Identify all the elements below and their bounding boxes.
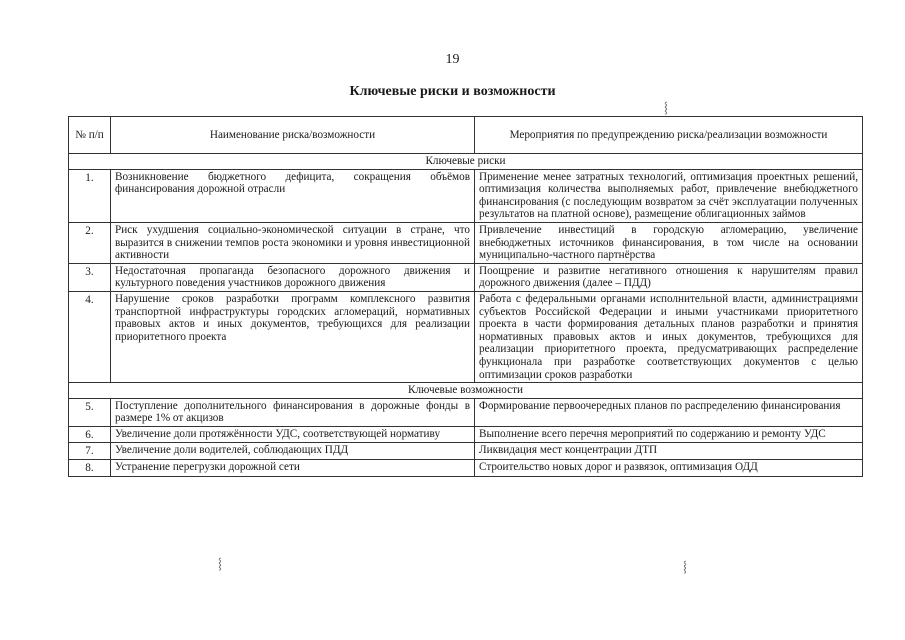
opportunity-measures: Строительство новых дорог и развязок, оптимизация ОДД [475, 460, 863, 477]
scan-mark: ⸾ [683, 561, 687, 573]
opportunity-name: Устранение перегрузки дорожной сети [111, 460, 475, 477]
table-row [69, 169, 863, 222]
row-number: 1. [69, 169, 111, 222]
header-measures: Мероприятия по предупреждению риска/реализации возможности [475, 117, 863, 154]
risk-measures: Поощрение и развитие негативного отношения к нарушителям правил дорожного движения (далее – ПДД) [475, 263, 863, 291]
table-header-row [69, 117, 863, 154]
table-row [69, 263, 863, 291]
risks-opportunities-table [68, 116, 863, 477]
table-row [69, 426, 863, 443]
section-row-risks [69, 154, 863, 170]
table-row [69, 291, 863, 382]
risk-name: Недостаточная пропаганда безопасного дорожного движения и культурного поведения участников дорожного движения [111, 263, 475, 291]
opportunity-measures: Выполнение всего перечня мероприятий по содержанию и ремонту УДС [475, 426, 863, 443]
opportunity-measures: Формирование первоочередных планов по распределению финансирования [475, 398, 863, 426]
section-label-opportunities: Ключевые возможности [69, 383, 863, 399]
row-number: 4. [69, 291, 111, 382]
opportunity-name: Увеличение доли водителей, соблюдающих ПДД [111, 443, 475, 460]
risk-name: Нарушение сроков разработки программ комплексного развития транспортной инфраструктуры городских агломераций, нормативных правовых актов и иных документов, требующихся для реализации приоритетного проекта [111, 291, 475, 382]
header-num: № п/п [69, 117, 111, 154]
risk-measures: Привлечение инвестиций в городскую агломерацию, увеличение внебюджетных источников финансирования, в том числе на основании муниципально-частного партнёрства [475, 222, 863, 263]
opportunity-name: Увеличение доли протяжённости УДС, соответствующей нормативу [111, 426, 475, 443]
row-number: 3. [69, 263, 111, 291]
page-number: 19 [445, 52, 460, 67]
row-number: 2. [69, 222, 111, 263]
row-number: 6. [69, 426, 111, 443]
opportunity-name: Поступление дополнительного финансирования в дорожные фонды в размере 1% от акцизов [111, 398, 475, 426]
row-number: 7. [69, 443, 111, 460]
scan-mark: ⸾ [664, 102, 668, 114]
section-label-risks: Ключевые риски [69, 154, 863, 170]
risk-name: Риск ухудшения социально-экономической ситуации в стране, что выразится в снижении темпов роста экономики и уровня инвестиционной активности [111, 222, 475, 263]
section-row-opportunities [69, 383, 863, 399]
table-row [69, 443, 863, 460]
opportunity-measures: Ликвидация мест концентрации ДТП [475, 443, 863, 460]
risk-name: Возникновение бюджетного дефицита, сокращения объёмов финансирования дорожной отрасли [111, 169, 475, 222]
page-title: Ключевые риски и возможности [349, 84, 556, 99]
header-name: Наименование риска/возможности [111, 117, 475, 154]
scan-mark: ⸾ [218, 558, 222, 570]
table-row [69, 398, 863, 426]
row-number: 5. [69, 398, 111, 426]
risk-measures: Работа с федеральными органами исполнительной власти, администрациями субъектов Российской Федерации и иными участниками приоритетного проекта в части формирования детальных планов разработки и принятия нормативных правовых актов и иных документов, требующихся для реализации приоритетного проекта, предусматривающих распределение функционала при разработке соответствующих документов с целью оптимизации сроков разработки [475, 291, 863, 382]
table-row [69, 460, 863, 477]
table-row [69, 222, 863, 263]
risk-measures: Применение менее затратных технологий, оптимизация проектных решений, оптимизация количества выполняемых работ, привлечение внебюджетного финансирования (с последующим возвратом за счёт эксплуатации полученных результатов на платной основе), размещение облигационных займов [475, 169, 863, 222]
table-body [69, 154, 863, 477]
row-number: 8. [69, 460, 111, 477]
